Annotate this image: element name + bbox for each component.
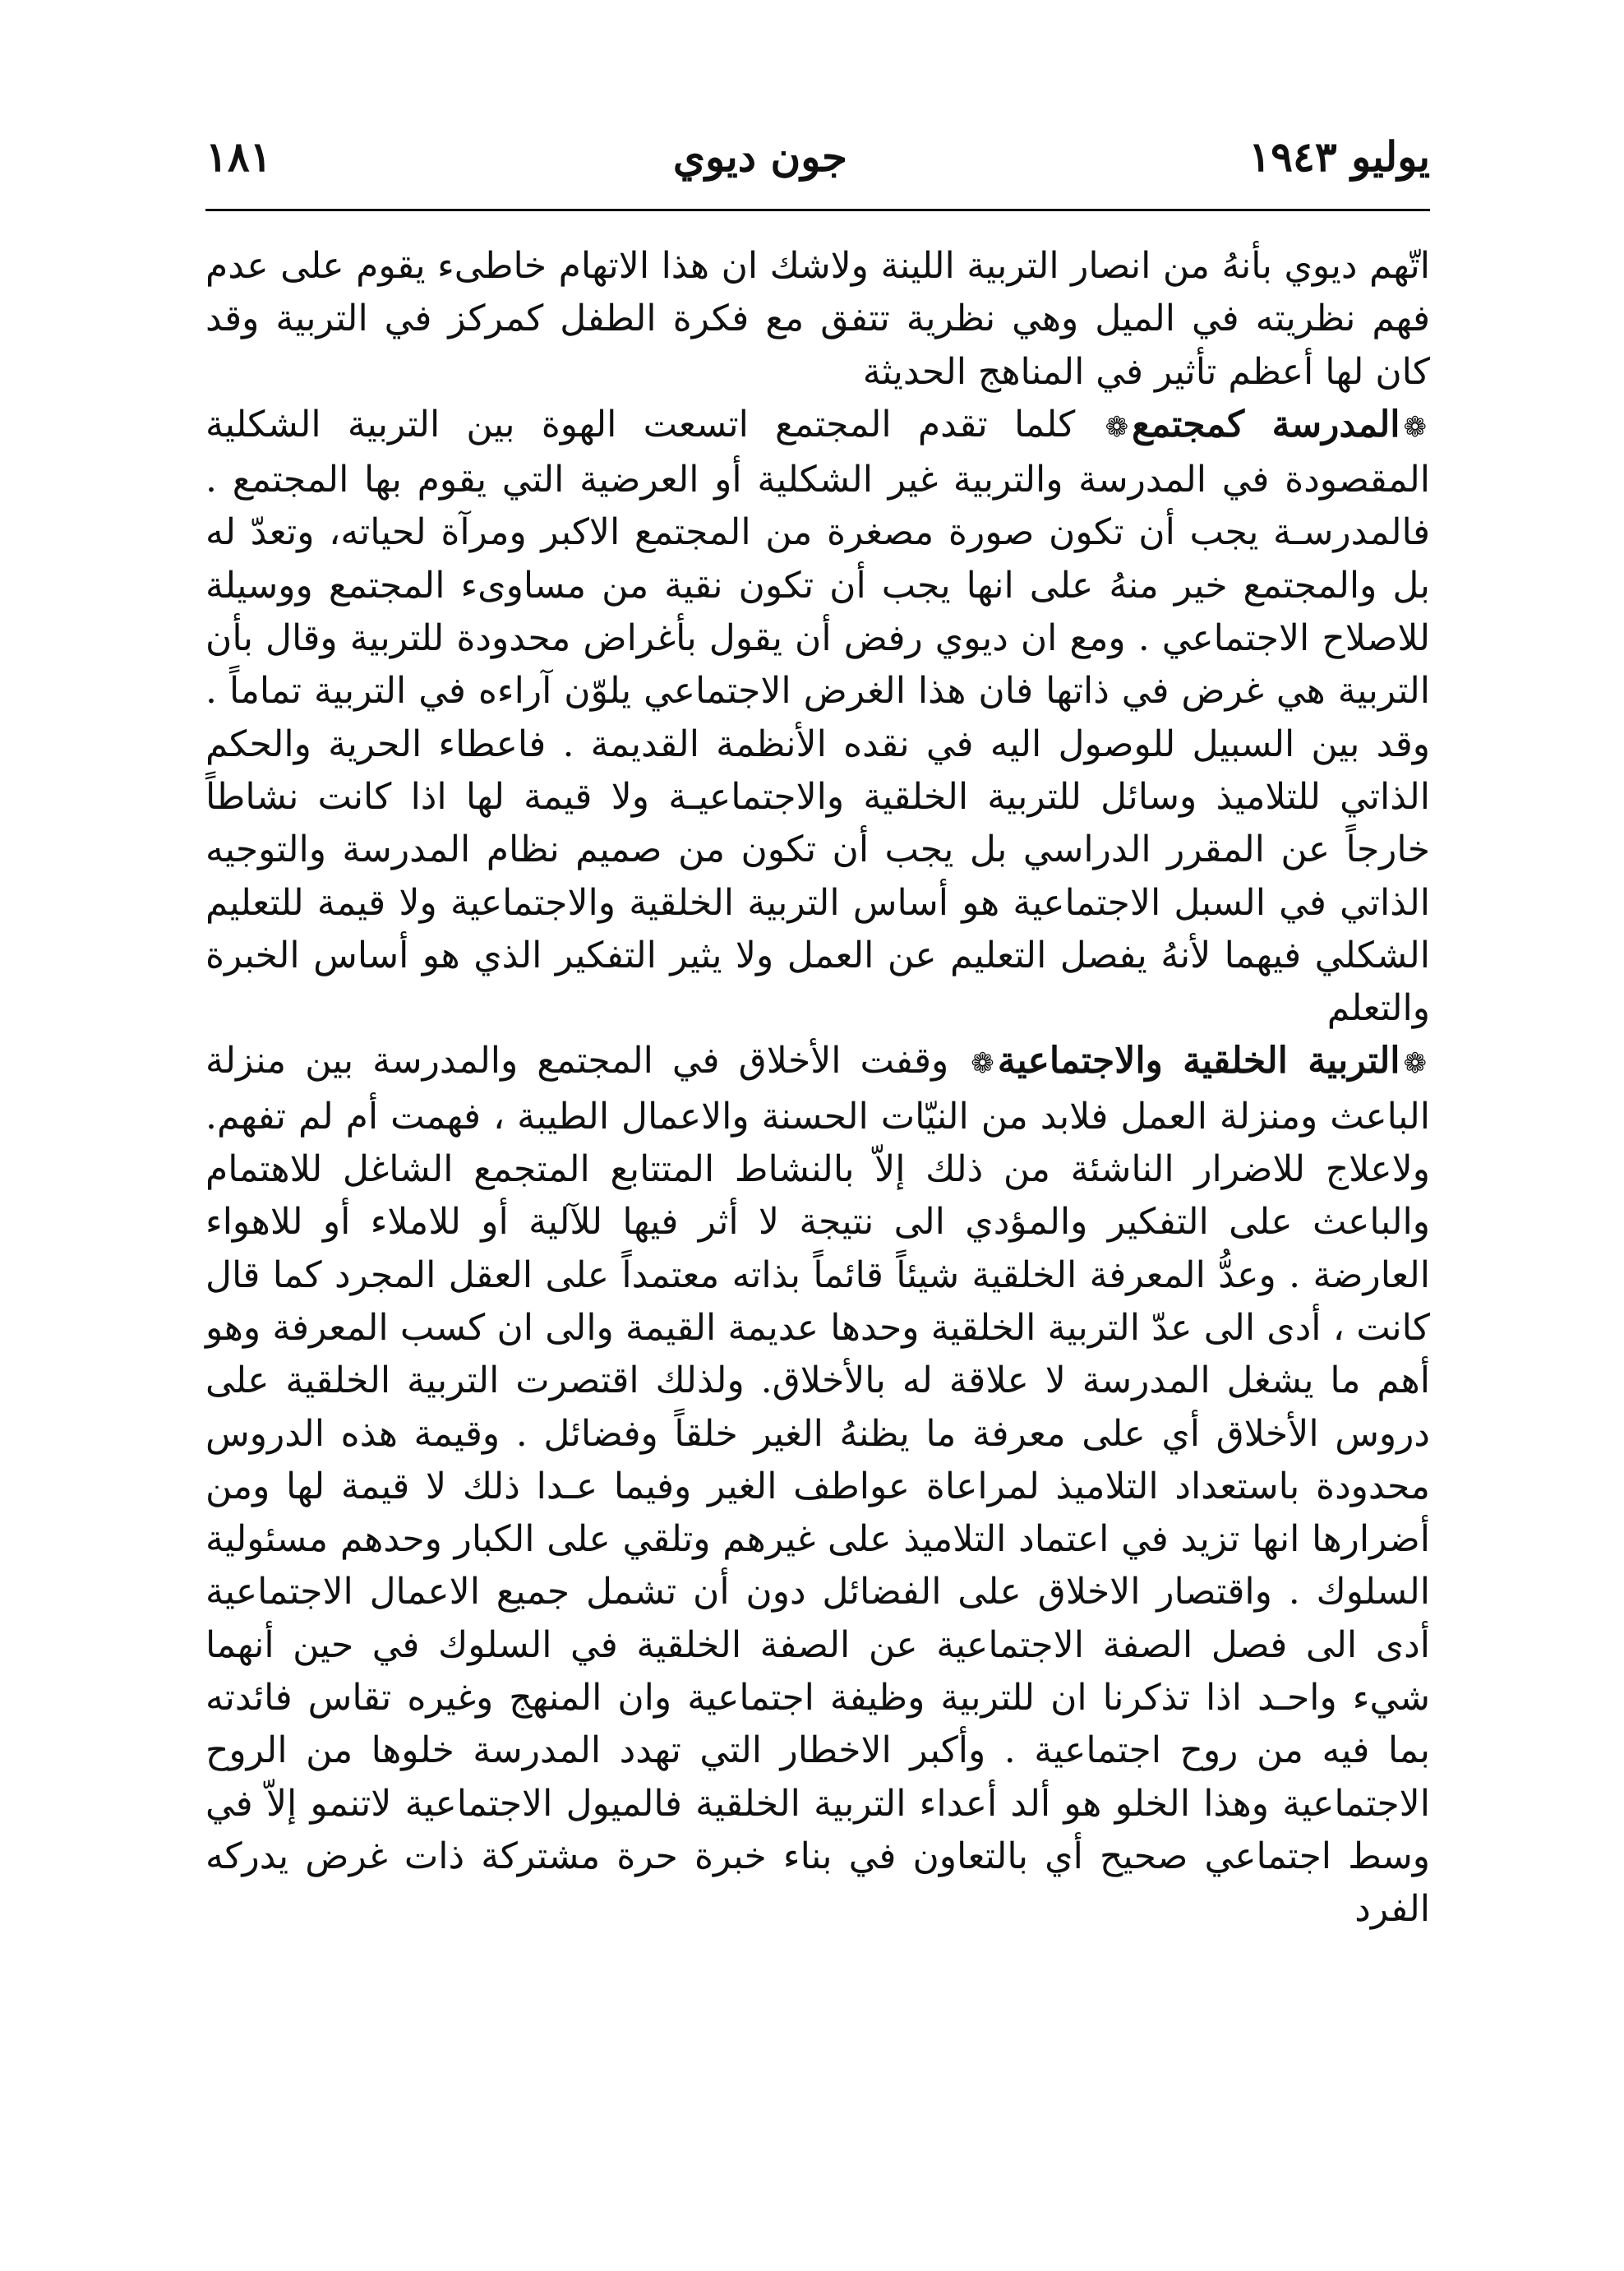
page-header — [205, 123, 1430, 189]
paragraph-2-text: كلما تقدم المجتمع اتسعت الهوة بين التربية الشكلية المقصودة في المدرسة والتربية غير الشكلية أو العرضية التي يقوم بها المجتمع . فالمدرسـة يجب أن تكون صورة مصغرة من المجتمع الاكبر ومرآة لحياته، وتعدّ له بل والمجتمع خير منهُ على انها يجب أن تكون نقية من مساوىء المجتمع ووسيلة للاصلاح الاجتماعي . ومع ان ديوي رفض أن يقول بأغراض محدودة للتربية وقال بأن التربية هي غرض في ذاتها فان هذا الغرض الاجتماعي يلوّن آراءه في التربية تماماً . وقد بين السبيل للوصول اليه في نقده الأنظمة القديمة . فاعطاء الحرية والحكم الذاتي للتلاميذ وسائل للتربية الخلقية والاجتماعيـة ولا قيمة لها اذا كانت نشاطاً خارجاً عن المقرر الدراسي بل يجب أن تكون من صميم نظام المدرسة والتوجيه الذاتي في السبل الاجتماعية هو أساس التربية الخلقية والاجتماعية ولا قيمة للتعليم الشكلي فيهما لأنهُ يفصل التعليم عن العمل ولا يثير التفكير الذي هو أساس الخبرة والتعلم — [205, 403, 1430, 1030]
issue-date: يوليو ١٩٤٣ — [1248, 132, 1430, 181]
ornament-icon: ❁ — [1105, 410, 1129, 444]
paragraph-3 — [205, 1035, 1430, 1936]
paragraph-2 — [205, 399, 1430, 1036]
section-heading-school-as-society: المدرسة كمجتمع — [1132, 403, 1400, 445]
body-text — [205, 240, 1430, 1936]
paragraph-3-text: وقفت الأخلاق في المجتمع والمدرسة بين منزلة الباعث ومنزلة العمل فلابد من النيّات الحسنة والاعمال الطيبة ، فهمت أم لم تفهم. ولاعلاج للاضرار الناشئة من ذلك إلاّ بالنشاط المتتابع المتجمع الشاغل للاهتمام والباعث على التفكير والمؤدي الى نتيجة لا أثر فيها للآلية أو للاملاء أو للاهواء العارضة . وعدُّ المعرفة الخلقية شيئاً قائماً بذاته معتمداً على العقل المجرد كما قال كانت ، أدى الى عدّ التربية الخلقية وحدها عديمة القيمة والى ان كسب المعرفة وهو أهم ما يشغل المدرسة لا علاقة له بالأخلاق. ولذلك اقتصرت التربية الخلقية على دروس الأخلاق أي على معرفة ما يظنهُ الغير خلقاً وفضائل . وقيمة هذه الدروس محدودة باستعداد التلاميذ لمراعاة عواطف الغير وفيما عـدا ذلك لا قيمة لها ومن أضرارها انها تزيد في اعتماد التلاميذ على غيرهم وتلقي على الكبار وحدهم مسئولية السلوك . واقتصار الاخلاق على الفضائل دون أن تشمل جميع الاعمال الاجتماعية أدى الى فصل الصفة الاجتماعية عن الصفة الخلقية في السلوك في حين أنهما شيء واحـد اذا تذكرنا ان للتربية وظيفة اجتماعية وان المنهج وغيره تقاس فائدته بما فيه من روح اجتماعية . وأكبر الاخطار التي تهدد المدرسة خلوها من الروح الاجتماعية وهذا الخلو هو ألد أعداء التربية الخلقية فالميول الاجتماعية لاتنمو إلاّ في وسط اجتماعي صحيح أي بالتعاون في بناء خبرة حرة مشتركة ذات غرض يدركه الفرد — [205, 1040, 1431, 1931]
ornament-icon: ❁ — [1403, 410, 1427, 444]
running-title: جون ديوي — [672, 132, 847, 181]
ornament-icon: ❁ — [1403, 1047, 1427, 1081]
section-heading-moral-social-education: التربية الخلقية والاجتماعية — [997, 1040, 1400, 1082]
paragraph-1: اتّهم ديوي بأنهُ من انصار التربية اللينة ولاشك ان هذا الاتهام خاطىء يقوم على عدم فهم نظريته في الميل وهي نظرية تتفق مع فكرة الطفل كمركز في التربية وقد كان لها أعظم تأثير في المناهج الحديثة — [205, 245, 1430, 393]
header-divider — [205, 209, 1430, 211]
ornament-icon: ❁ — [971, 1047, 994, 1081]
page-number: ١٨١ — [205, 132, 272, 181]
